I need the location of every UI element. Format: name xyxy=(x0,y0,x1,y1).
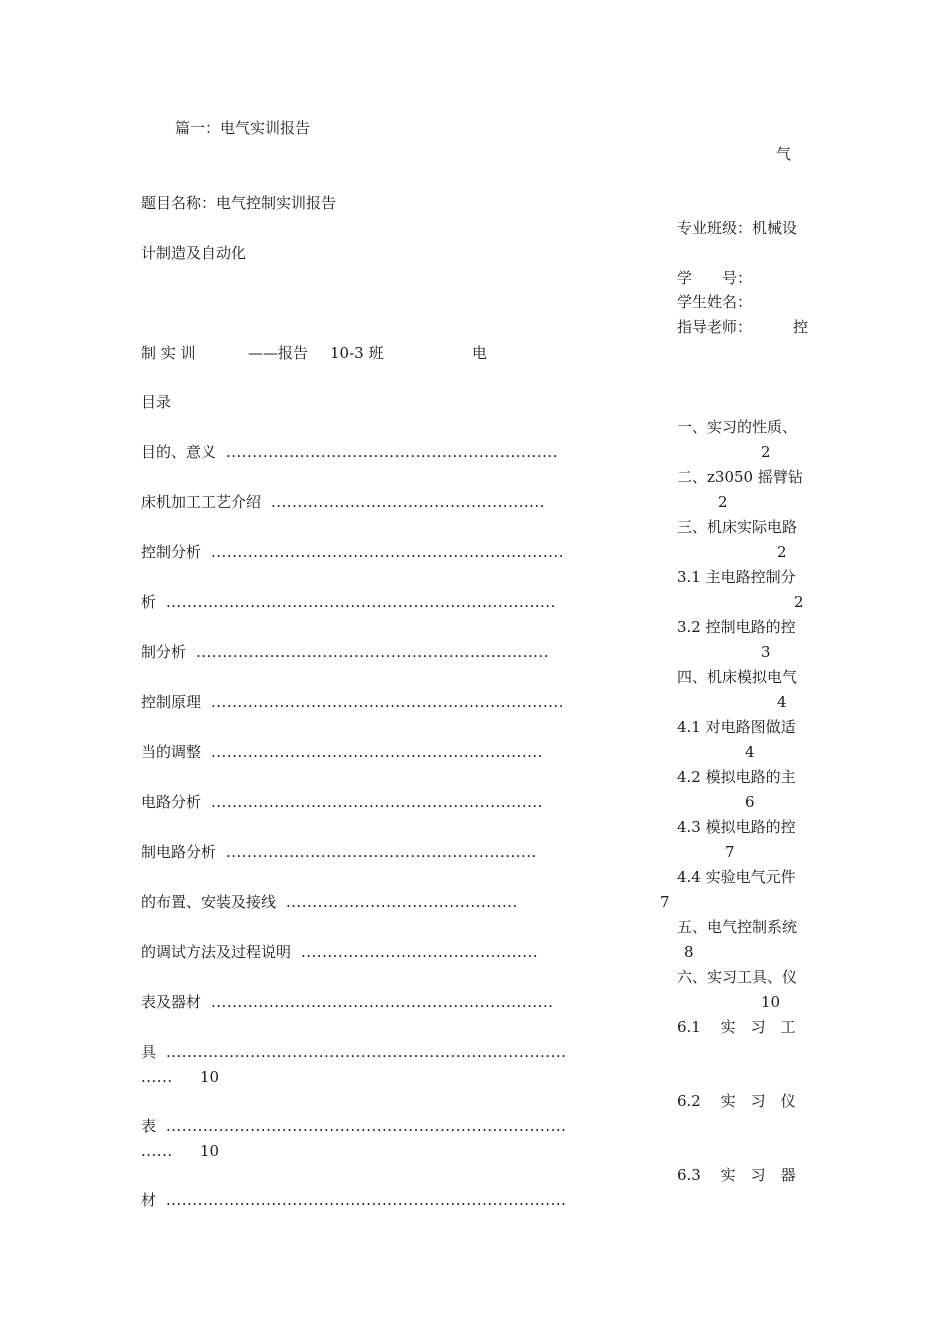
toc-entry-label: 床机加工工艺介绍 xyxy=(141,493,262,511)
toc-leader-dots: ............................................. xyxy=(301,943,539,961)
toc-leader-dots: ...... xyxy=(141,1068,173,1086)
toc-entry-head: 六、实习工具、仪 xyxy=(677,968,798,986)
student-name-label: 学生姓名： xyxy=(677,293,753,311)
toc-leader-dots: ............................................................... xyxy=(211,793,543,811)
document-heading: 篇一：电气实训报告 xyxy=(175,119,311,137)
toc-leader-dots: ................................................................... xyxy=(211,693,564,711)
toc-entry-head: 6.2 实 习 仪 xyxy=(677,1092,796,1110)
toc-entry-label: 控制原理 xyxy=(141,693,202,711)
toc-entry-label: 表及器材 xyxy=(141,993,202,1011)
toc-leader-dots: ................................................................... xyxy=(196,643,549,661)
toc-entry-head: 4.4 实验电气元件 xyxy=(677,868,796,886)
toc-leader-dots: ................................................................. xyxy=(211,993,554,1011)
major-continuation: 计制造及自动化 xyxy=(141,244,247,262)
toc-leader-dots: .................................................... xyxy=(271,493,545,511)
cover-char-kong: 控 xyxy=(793,318,809,336)
toc-entry-label: 具 xyxy=(141,1043,157,1061)
toc-entry-head: 4.2 模拟电路的主 xyxy=(677,768,796,786)
student-number-label: 学 号： xyxy=(677,269,753,287)
toc-entry-label: 表 xyxy=(141,1117,157,1135)
toc-page-number: 10 xyxy=(200,1068,220,1086)
toc-page-number: 2 xyxy=(777,543,787,561)
toc-entry-head: 五、电气控制系统 xyxy=(677,918,798,936)
major-label: 专业班级：机械设 xyxy=(677,219,798,237)
teacher-label: 指导老师： xyxy=(677,318,753,336)
banner-part-c: 10-3 班 xyxy=(330,344,384,362)
toc-entry-label: 制分析 xyxy=(141,643,187,661)
toc-page-number: 7 xyxy=(725,843,735,861)
toc-entry-head: 4.3 模拟电路的控 xyxy=(677,818,796,836)
toc-entry-label: 控制分析 xyxy=(141,543,202,561)
toc-entry-label: 析 xyxy=(141,593,157,611)
banner-part-d: 电 xyxy=(472,344,488,362)
toc-entry-head: 3.1 主电路控制分 xyxy=(677,568,796,586)
toc-entry-head: 6.1 实 习 工 xyxy=(677,1018,796,1036)
report-title-line: 题目名称：电气控制实训报告 xyxy=(141,194,337,212)
toc-page-number: 8 xyxy=(684,943,694,961)
toc-page-number: 10 xyxy=(200,1142,220,1160)
toc-entry-head: 一、实习的性质、 xyxy=(677,418,798,436)
toc-leader-dots: ............................................................................ xyxy=(166,1117,567,1135)
banner-part-a: 制 实 训 xyxy=(141,344,196,362)
toc-leader-dots: ............................................ xyxy=(286,893,518,911)
toc-page-number: 4 xyxy=(777,693,787,711)
cover-char-qi: 气 xyxy=(776,145,792,163)
toc-entry-label: 的布置、安装及接线 xyxy=(141,893,277,911)
toc-page-number: 2 xyxy=(761,443,771,461)
toc-entry-label: 材 xyxy=(141,1191,157,1209)
toc-entry-label: 制电路分析 xyxy=(141,843,217,861)
toc-leader-dots: ............................................................................ xyxy=(166,1191,567,1209)
toc-entry-head: 6.3 实 习 器 xyxy=(677,1166,796,1184)
toc-leader-dots: ............................................................................ xyxy=(166,1043,567,1061)
toc-title: 目录 xyxy=(141,393,172,411)
toc-entry-head: 二、z3050 摇臂钻 xyxy=(677,468,803,486)
toc-leader-dots: ............................................................... xyxy=(226,443,558,461)
toc-entry-head: 四、机床模拟电气 xyxy=(677,668,798,686)
toc-page-number: 3 xyxy=(761,643,771,661)
banner-part-b: ——报告 xyxy=(248,344,309,362)
toc-entry-head: 3.2 控制电路的控 xyxy=(677,618,796,636)
toc-page-number: 4 xyxy=(745,743,755,761)
toc-entry-head: 4.1 对电路图做适 xyxy=(677,718,796,736)
toc-entry-head: 三、机床实际电路 xyxy=(677,518,798,536)
toc-leader-dots: ...... xyxy=(141,1142,173,1160)
toc-entry-label: 目的、意义 xyxy=(141,443,217,461)
toc-entry-label: 电路分析 xyxy=(141,793,202,811)
toc-page-number: 7 xyxy=(660,893,670,911)
toc-page-number: 2 xyxy=(794,593,804,611)
toc-leader-dots: .......................................................................... xyxy=(166,593,556,611)
toc-page-number: 2 xyxy=(718,493,728,511)
toc-entry-label: 的调试方法及过程说明 xyxy=(141,943,292,961)
toc-page-number: 10 xyxy=(761,993,781,1011)
toc-leader-dots: ........................................................... xyxy=(226,843,537,861)
toc-entry-label: 当的调整 xyxy=(141,743,202,761)
toc-leader-dots: ................................................................... xyxy=(211,543,564,561)
toc-leader-dots: ............................................................... xyxy=(211,743,543,761)
toc-page-number: 6 xyxy=(745,793,755,811)
